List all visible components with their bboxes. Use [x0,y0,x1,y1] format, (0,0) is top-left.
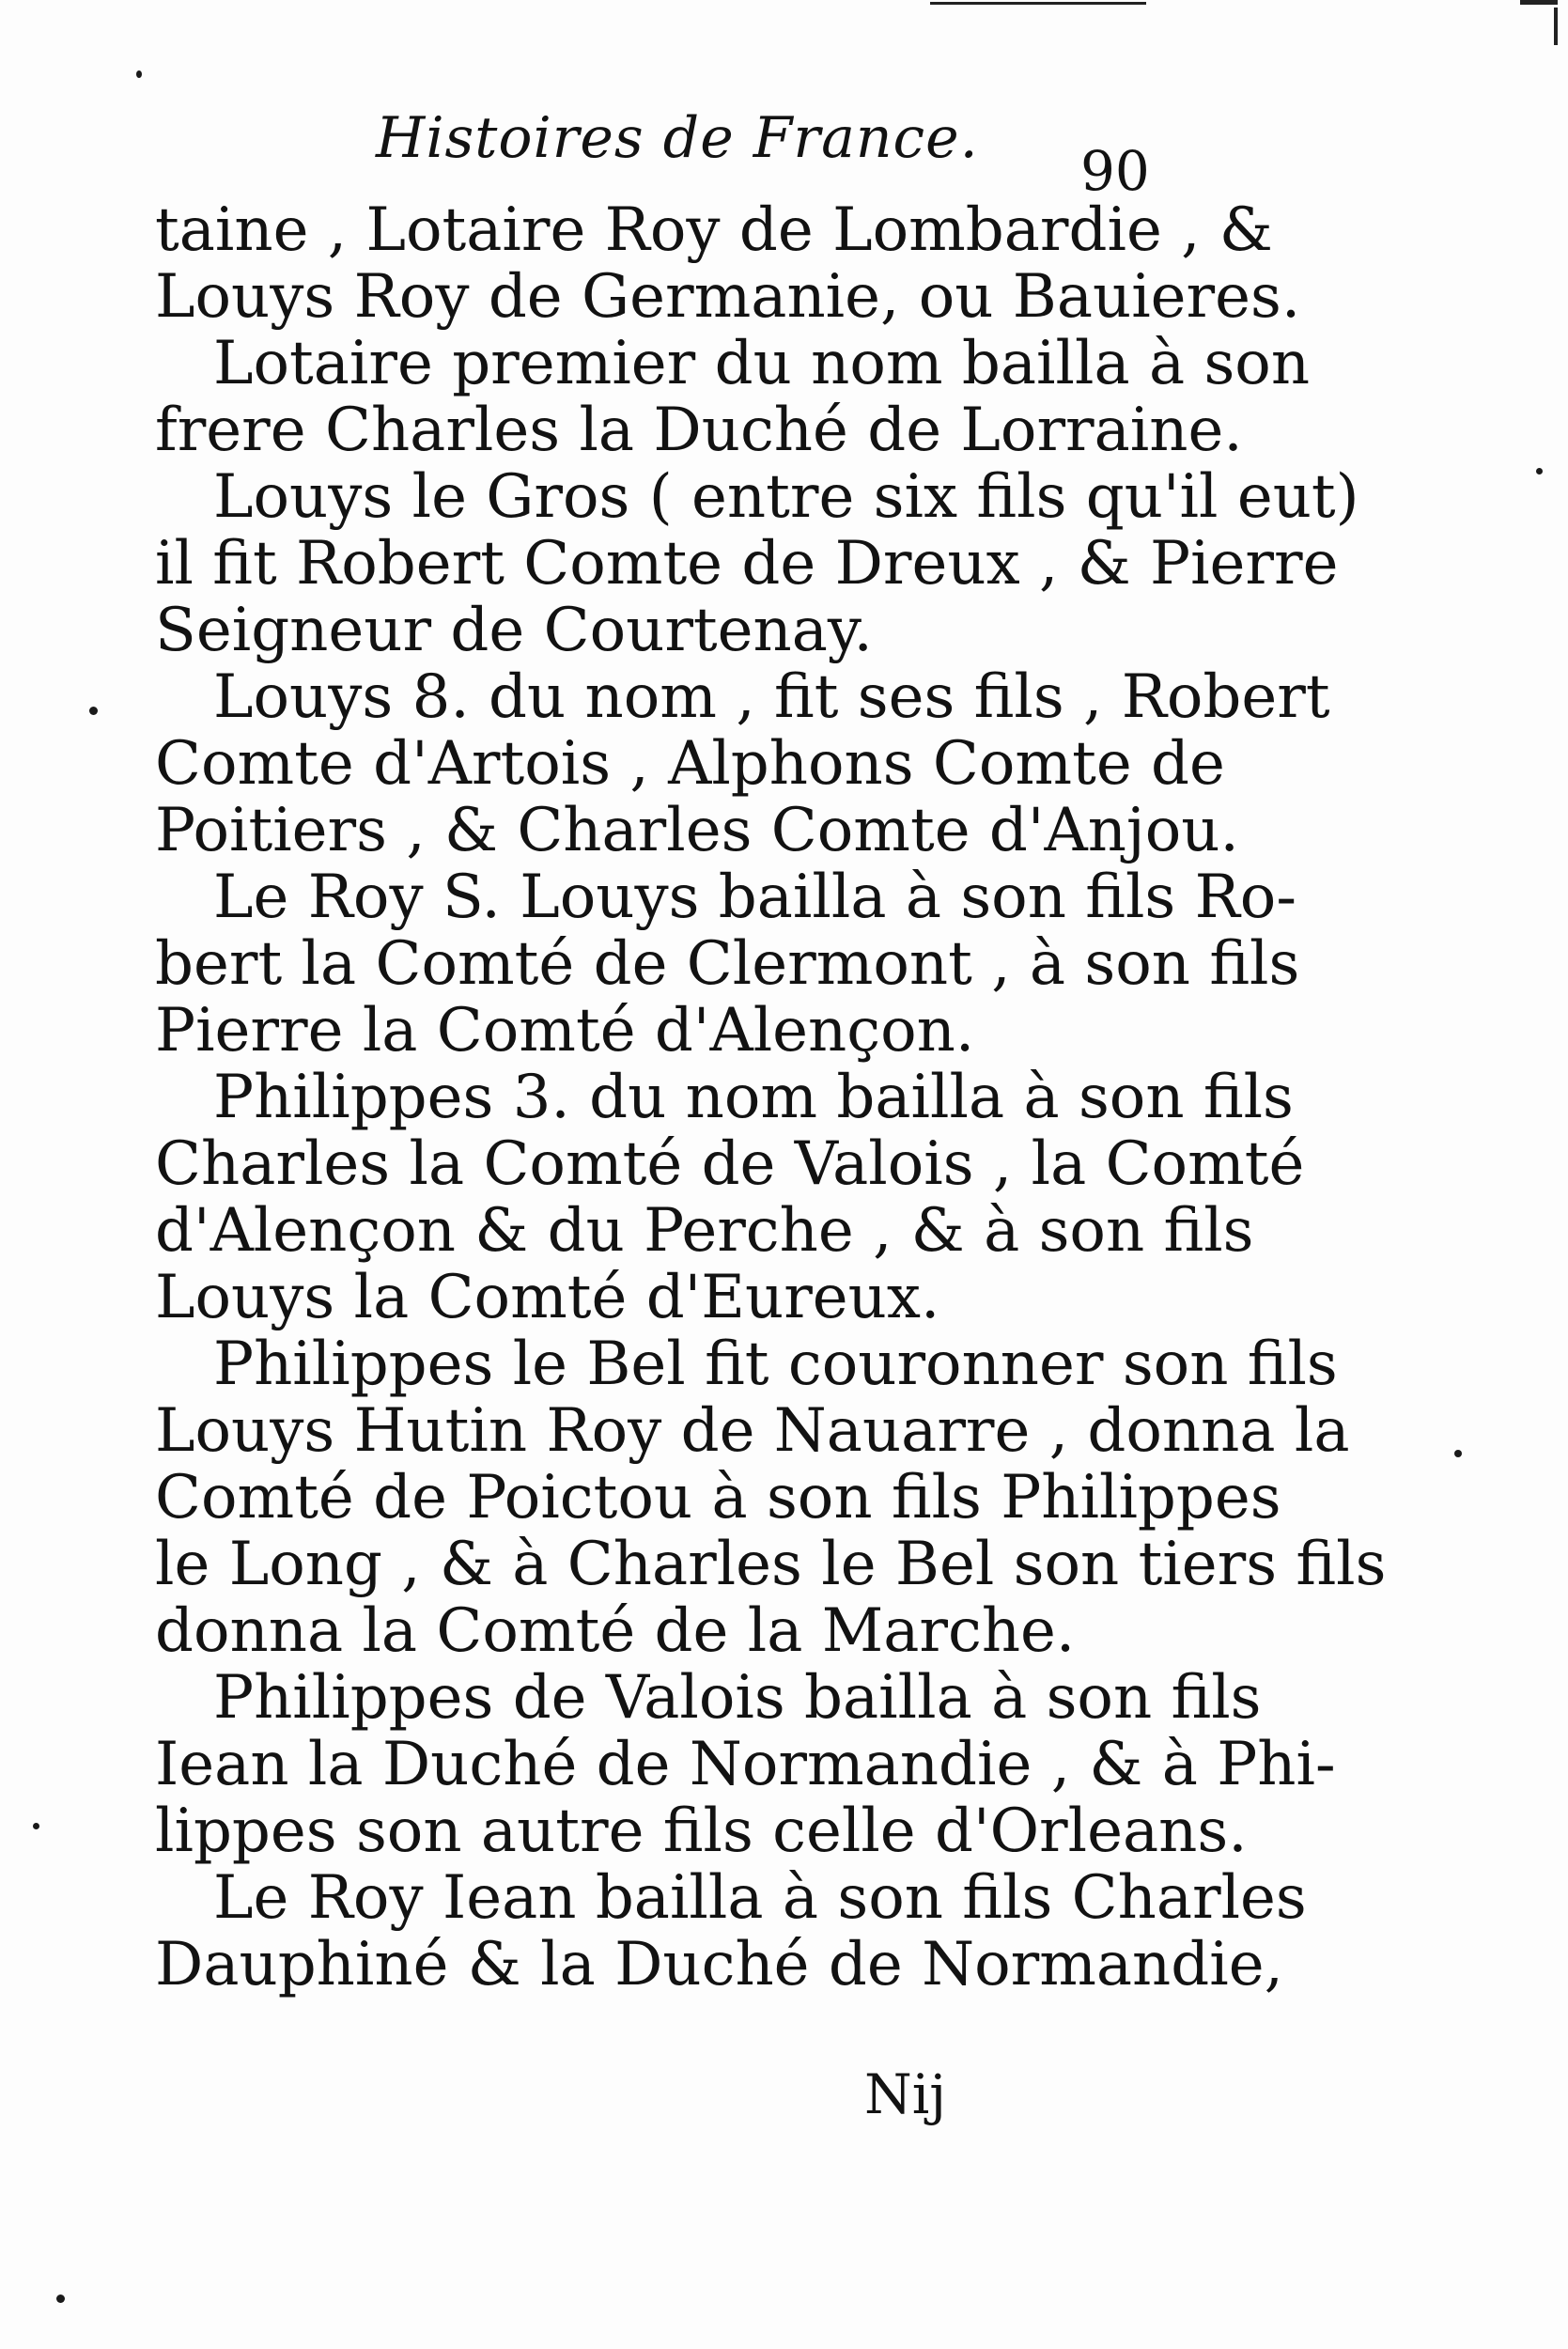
paragraph-start-line: Philippes de Valois bailla à son fils [213,1663,1262,1733]
text-line: le Long , & à Charles le Bel son tiers fils [155,1530,1387,1599]
paragraph-end-line: Seigneur de Courtenay. [155,596,873,665]
page-edge-mark [1554,8,1558,45]
scan-speck [33,1823,39,1829]
paragraph-end-line: donna la Comté de la Marche. [155,1596,1076,1666]
paragraph-end-line: frere Charles la Duché de Lorraine. [155,396,1243,465]
scan-speck [1454,1450,1462,1457]
paragraph-start-line: Philippes 3. du nom bailla à son fils [213,1063,1294,1132]
text-line: Louys Hutin Roy de Nauarre , donna la [155,1396,1350,1466]
page-number: 90 [1080,139,1150,203]
paragraph-start-line: Lotaire premier du nom bailla à son [213,329,1311,398]
text-line: il fit Robert Comte de Dreux , & Pierre [155,529,1339,599]
paragraph-end-line: Louys la Comté d'Eureux. [155,1263,940,1332]
paragraph-start-line: Louys le Gros ( entre six fils qu'il eut) [213,462,1359,532]
paragraph-end-line: Pierre la Comté d'Alençon. [155,996,975,1066]
scan-speck [56,2295,65,2303]
text-line: taine , Lotaire Roy de Lombardie , & [155,195,1273,265]
text-line: Comte d'Artois , Alphons Comte de [155,729,1225,799]
page-edge-mark [930,2,1146,5]
signature-mark: Nij [864,2062,947,2126]
running-head: Histoires de France. [376,105,979,171]
paragraph-start-line: Le Roy Iean bailla à son fils Charles [213,1863,1307,1933]
text-line: Dauphiné & la Duché de Normandie, [155,1930,1283,1999]
text-line: Iean la Duché de Normandie , & à Phi- [155,1730,1336,1799]
paragraph-start-line: Le Roy S. Louys bailla à son fils Ro- [213,863,1296,932]
paragraph-end-line: lippes son autre fils celle d'Orleans. [155,1797,1248,1866]
scan-speck [1536,468,1543,474]
text-line: Charles la Comté de Valois , la Comté [155,1129,1305,1199]
page-edge-mark [1520,0,1558,5]
text-line: d'Alençon & du Perche , & à son fils [155,1196,1254,1266]
body-text [155,195,1387,1999]
paragraph-start-line: Louys 8. du nom , fit ses fils , Robert [213,662,1330,732]
text-line: Comté de Poictou à son fils Philippes [155,1463,1281,1532]
text-line: bert la Comté de Clermont , à son fils [155,929,1300,999]
text-line: Louys Roy de Germanie, ou Bauieres. [155,262,1301,332]
paragraph-end-line: Poitiers , & Charles Comte d'Anjou. [155,796,1239,865]
scan-speck [136,70,142,78]
scan-speck [89,707,98,715]
paragraph-start-line: Philippes le Bel fit couronner son fils [213,1330,1338,1399]
